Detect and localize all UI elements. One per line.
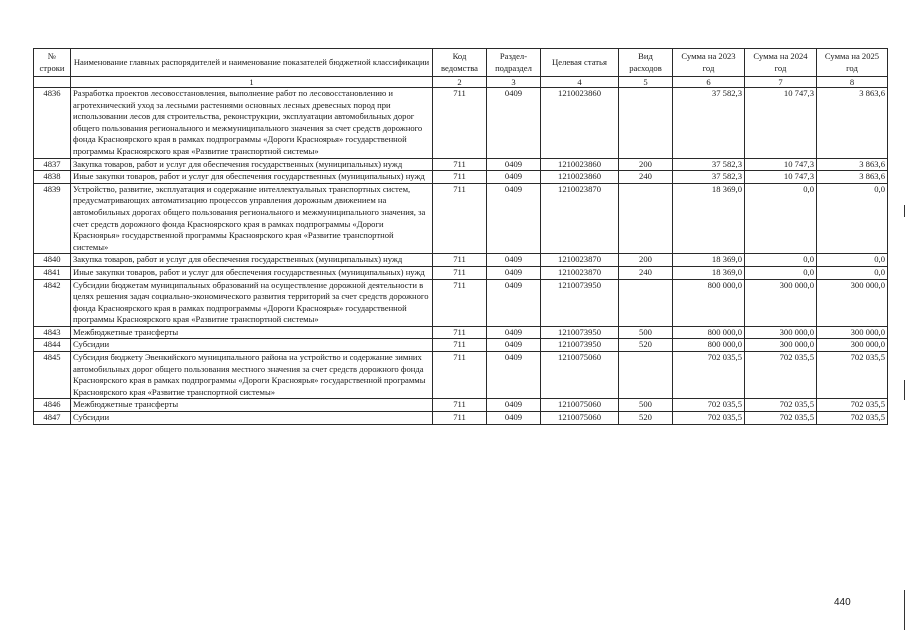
row-number: 4839 <box>34 183 71 254</box>
amount-2025: 0,0 <box>817 183 888 254</box>
expense-type: 200 <box>619 254 673 267</box>
header-2023: Сумма на 2023 год <box>673 49 745 77</box>
header-name: Наименование главных распорядителей и наименование показателей бюджетной классификации <box>71 49 433 77</box>
section-code: 0409 <box>487 399 541 412</box>
expense-type: 240 <box>619 171 673 184</box>
target-code: 1210073950 <box>541 339 619 352</box>
section-code: 0409 <box>487 158 541 171</box>
section-code: 0409 <box>487 352 541 399</box>
amount-2024: 10 747,3 <box>745 158 817 171</box>
section-code: 0409 <box>487 88 541 159</box>
amount-2025: 300 000,0 <box>817 326 888 339</box>
header-row-no: № строки <box>34 49 71 77</box>
target-code: 1210023870 <box>541 266 619 279</box>
row-number: 4841 <box>34 266 71 279</box>
amount-2024: 0,0 <box>745 183 817 254</box>
amount-2025: 702 035,5 <box>817 352 888 399</box>
expense-type: 500 <box>619 399 673 412</box>
section-code: 0409 <box>487 279 541 326</box>
section-code: 0409 <box>487 326 541 339</box>
dept-code: 711 <box>433 254 487 267</box>
row-name: Иные закупки товаров, работ и услуг для обеспечения государственных (муниципальных) нужд <box>71 171 433 184</box>
target-code: 1210023860 <box>541 171 619 184</box>
target-code: 1210023870 <box>541 183 619 254</box>
row-number: 4838 <box>34 171 71 184</box>
amount-2023: 800 000,0 <box>673 326 745 339</box>
amount-2025: 3 863,6 <box>817 171 888 184</box>
table-row <box>34 158 888 171</box>
header-section: Раздел-подраздел <box>487 49 541 77</box>
amount-2025: 3 863,6 <box>817 158 888 171</box>
amount-2025: 300 000,0 <box>817 339 888 352</box>
amount-2024: 702 035,5 <box>745 352 817 399</box>
dept-code: 711 <box>433 412 487 425</box>
column-number-row <box>34 77 888 88</box>
target-code: 1210023870 <box>541 254 619 267</box>
header-target: Целевая статья <box>541 49 619 77</box>
row-name: Межбюджетные трансферты <box>71 399 433 412</box>
target-code: 1210075060 <box>541 352 619 399</box>
dept-code: 711 <box>433 171 487 184</box>
table-row <box>34 326 888 339</box>
row-number: 4836 <box>34 88 71 159</box>
header-exp-type: Вид расходов <box>619 49 673 77</box>
dept-code: 711 <box>433 266 487 279</box>
expense-type: 500 <box>619 326 673 339</box>
header-dept: Код ведомства <box>433 49 487 77</box>
expense-type <box>619 183 673 254</box>
row-name: Субсидии <box>71 412 433 425</box>
dept-code: 711 <box>433 279 487 326</box>
target-code: 1210075060 <box>541 412 619 425</box>
row-number: 4842 <box>34 279 71 326</box>
amount-2024: 702 035,5 <box>745 412 817 425</box>
target-code: 1210073950 <box>541 326 619 339</box>
amount-2023: 37 582,3 <box>673 171 745 184</box>
table-row <box>34 399 888 412</box>
budget-table <box>33 48 888 425</box>
amount-2024: 10 747,3 <box>745 88 817 159</box>
expense-type <box>619 88 673 159</box>
table-row <box>34 279 888 326</box>
table-row <box>34 171 888 184</box>
amount-2025: 0,0 <box>817 266 888 279</box>
section-code: 0409 <box>487 254 541 267</box>
amount-2025: 702 035,5 <box>817 412 888 425</box>
row-name: Устройство, развитие, эксплуатация и содержание интеллектуальных транспортных систем, предусматривающих автоматизацию процессов управления дорожным движением на автомобильных дорогах общего пользования регионального и межмуниципального значения, за счет средств дорожного фонда Красноярского края в рамках подпрограммы «Дороги Красноярья» государственной программы Красноярского края «Развитие транспортной системы» <box>71 183 433 254</box>
dept-code: 711 <box>433 352 487 399</box>
dept-code: 711 <box>433 339 487 352</box>
amount-2023: 800 000,0 <box>673 279 745 326</box>
col-number: 3 <box>487 77 541 88</box>
expense-type: 520 <box>619 339 673 352</box>
section-code: 0409 <box>487 171 541 184</box>
col-number: 6 <box>673 77 745 88</box>
amount-2025: 300 000,0 <box>817 279 888 326</box>
section-code: 0409 <box>487 339 541 352</box>
table-row <box>34 266 888 279</box>
target-code: 1210075060 <box>541 399 619 412</box>
target-code: 1210023860 <box>541 88 619 159</box>
amount-2024: 702 035,5 <box>745 399 817 412</box>
expense-type: 520 <box>619 412 673 425</box>
amount-2024: 10 747,3 <box>745 171 817 184</box>
row-name: Разработка проектов лесовосстановления, выполнение работ по лесовосстановлению и агротехнический уход за лесными растениями основных лесных древесных пород при использовании лесов для строительства, реконструкции, эксплуатации автомобильных дорог общего пользования регионального и межмуниципального значения за счет средств дорожного фонда Красноярского края в рамках подпрограммы «Дороги Красноярья» государственной программы Красноярского края «Развитие транспортной системы» <box>71 88 433 159</box>
expense-type: 200 <box>619 158 673 171</box>
amount-2023: 18 369,0 <box>673 183 745 254</box>
dept-code: 711 <box>433 399 487 412</box>
row-name: Иные закупки товаров, работ и услуг для обеспечения государственных (муниципальных) нужд <box>71 266 433 279</box>
amount-2025: 0,0 <box>817 254 888 267</box>
amount-2023: 37 582,3 <box>673 158 745 171</box>
amount-2024: 0,0 <box>745 254 817 267</box>
amount-2023: 702 035,5 <box>673 412 745 425</box>
amount-2023: 37 582,3 <box>673 88 745 159</box>
row-name: Закупка товаров, работ и услуг для обеспечения государственных (муниципальных) нужд <box>71 158 433 171</box>
section-code: 0409 <box>487 412 541 425</box>
col-number: 8 <box>817 77 888 88</box>
amount-2024: 300 000,0 <box>745 339 817 352</box>
row-name: Закупка товаров, работ и услуг для обеспечения государственных (муниципальных) нужд <box>71 254 433 267</box>
section-code: 0409 <box>487 266 541 279</box>
dept-code: 711 <box>433 158 487 171</box>
section-code: 0409 <box>487 183 541 254</box>
col-number: 1 <box>71 77 433 88</box>
target-code: 1210023860 <box>541 158 619 171</box>
row-name: Субсидия бюджету Эвенкийского муниципального района на устройство и содержание зимних автомобильных дорог общего пользования местного значения за счет средств дорожного фонда Красноярского края в рамках подпрограммы «Дороги Красноярья» государственной программы Красноярского края «Развитие транспортной системы» <box>71 352 433 399</box>
dept-code: 711 <box>433 183 487 254</box>
dept-code: 711 <box>433 88 487 159</box>
col-number: 5 <box>619 77 673 88</box>
table-row <box>34 412 888 425</box>
expense-type <box>619 279 673 326</box>
table-row <box>34 339 888 352</box>
row-number: 4840 <box>34 254 71 267</box>
row-name: Субсидии бюджетам муниципальных образований на осуществление дорожной деятельности в целях решения задач социально-экономического развития территорий за счет средств дорожного фонда Красноярского края в рамках подпрограммы «Дороги Красноярья» государственной программы Красноярского края «Развитие транспортной системы» <box>71 279 433 326</box>
col-number: 2 <box>433 77 487 88</box>
expense-type <box>619 352 673 399</box>
row-name: Межбюджетные трансферты <box>71 326 433 339</box>
row-number: 4837 <box>34 158 71 171</box>
header-2024: Сумма на 2024 год <box>745 49 817 77</box>
row-number: 4847 <box>34 412 71 425</box>
row-number: 4844 <box>34 339 71 352</box>
page-number: 440 <box>834 597 851 608</box>
amount-2025: 702 035,5 <box>817 399 888 412</box>
amount-2023: 702 035,5 <box>673 399 745 412</box>
amount-2024: 300 000,0 <box>745 326 817 339</box>
expense-type: 240 <box>619 266 673 279</box>
col-number: 7 <box>745 77 817 88</box>
amount-2023: 702 035,5 <box>673 352 745 399</box>
amount-2024: 0,0 <box>745 266 817 279</box>
table-row <box>34 88 888 159</box>
table-row <box>34 352 888 399</box>
dept-code: 711 <box>433 326 487 339</box>
row-name: Субсидии <box>71 339 433 352</box>
header-row <box>34 49 888 77</box>
amount-2024: 300 000,0 <box>745 279 817 326</box>
amount-2023: 18 369,0 <box>673 254 745 267</box>
amount-2023: 18 369,0 <box>673 266 745 279</box>
amount-2023: 800 000,0 <box>673 339 745 352</box>
target-code: 1210073950 <box>541 279 619 326</box>
table-row <box>34 254 888 267</box>
row-number: 4846 <box>34 399 71 412</box>
col-number: 4 <box>541 77 619 88</box>
row-number: 4843 <box>34 326 71 339</box>
row-number: 4845 <box>34 352 71 399</box>
table-row <box>34 183 888 254</box>
amount-2025: 3 863,6 <box>817 88 888 159</box>
header-2025: Сумма на 2025 год <box>817 49 888 77</box>
